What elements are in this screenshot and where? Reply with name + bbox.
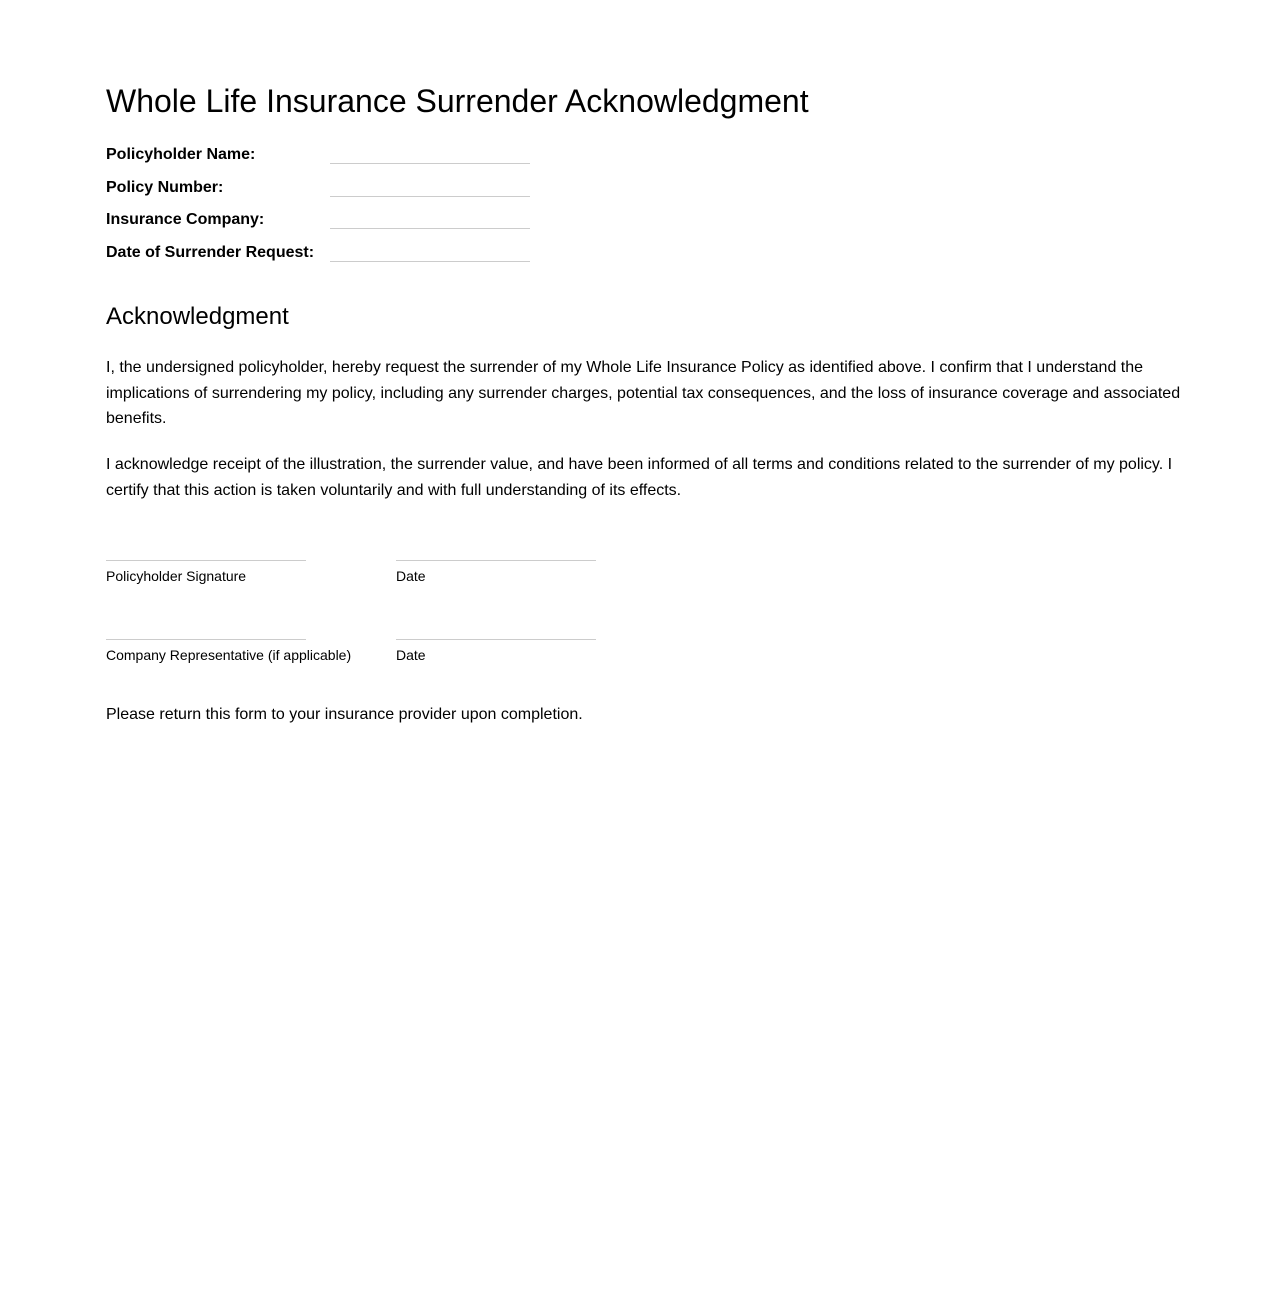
- company-representative-signature-line[interactable]: [106, 639, 306, 640]
- field-label: Policyholder Name:: [106, 146, 256, 163]
- field-label: Insurance Company:: [106, 211, 265, 228]
- document-title: Whole Life Insurance Surrender Acknowledgment: [106, 83, 809, 119]
- policyholder-signature-line[interactable]: [106, 560, 306, 561]
- acknowledgment-paragraph-2: I acknowledge receipt of the illustration, the surrender value, and have been informed of all terms and conditions related to the surrender of my policy. I certify that this action is taken voluntarily and with full understanding of its effects.: [106, 456, 1173, 499]
- field-policyholder-name: [106, 144, 536, 168]
- field-date-of-surrender-request: [106, 242, 536, 266]
- company-representative-signature-label: Company Representative (if applicable): [106, 647, 352, 663]
- company-representative-date-label: Date: [396, 647, 426, 663]
- policy-number-input[interactable]: [330, 196, 530, 197]
- field-insurance-company: [106, 209, 536, 233]
- policyholder-name-input[interactable]: [330, 163, 530, 164]
- company-representative-date-line[interactable]: [396, 639, 596, 640]
- policyholder-date-line[interactable]: [396, 560, 596, 561]
- policyholder-date-label: Date: [396, 568, 426, 584]
- closing-note: Please return this form to your insurance provider upon completion.: [106, 706, 583, 723]
- insurance-company-input[interactable]: [330, 228, 530, 229]
- policyholder-signature-label: Policyholder Signature: [106, 568, 247, 584]
- acknowledgment-heading: Acknowledgment: [106, 303, 289, 330]
- field-label: Date of Surrender Request:: [106, 244, 315, 261]
- acknowledgment-paragraph-1: I, the undersigned policyholder, hereby request the surrender of my Whole Life Insurance Policy as identified above. I confirm that I understand the implications of surrendering my policy, including any surrender charges, potential tax consequences, and the loss of insurance coverage and associated benefits.: [106, 359, 1181, 427]
- field-policy-number: [106, 177, 536, 201]
- field-label: Policy Number:: [106, 179, 224, 196]
- date-of-surrender-request-input[interactable]: [330, 261, 530, 262]
